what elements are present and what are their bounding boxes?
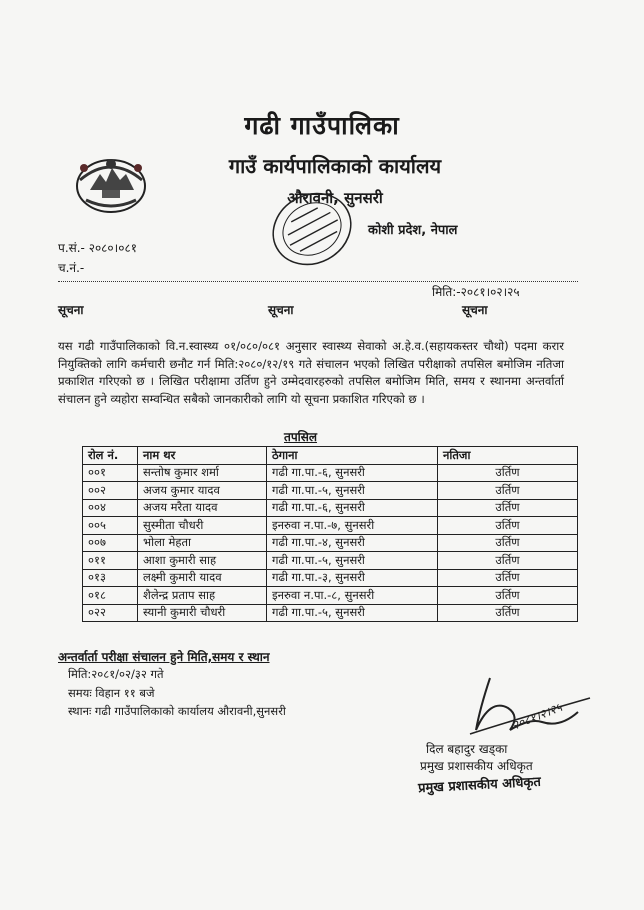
cell-name: आशा कुमारी साह [138,552,267,570]
cell-address: गढी गा.पा.-५, सुनसरी [267,552,438,570]
header-name: नाम थर [138,447,267,465]
cell-address: इनरुवा न.पा.-८, सुनसरी [267,587,438,605]
table-row [83,517,578,535]
interview-place: स्थानः गढी गाउँपालिकाको कार्यालय औरावनी,सुनसरी [68,704,286,718]
office-seal-stamp [263,183,361,275]
cell-roll: ००४ [83,499,138,517]
cell-result: उर्तिण [438,499,578,517]
cell-name: अजय कुमार यादव [138,482,267,500]
cell-address: गढी गा.पा.-४, सुनसरी [267,534,438,552]
province-label: कोशी प्रदेश, नेपाल [368,223,458,238]
table-caption: तपसिल [284,430,318,444]
cell-roll: ००२ [83,482,138,500]
cell-roll: ०११ [83,552,138,570]
notice-label-left: सूचना [58,303,84,317]
cell-roll: ००१ [83,464,138,482]
cell-result: उर्तिण [438,587,578,605]
cell-result: उर्तिण [438,482,578,500]
signatory-stamp: प्रमुख प्रशासकीय अधिकृत [417,774,542,797]
cell-name: अजय मरैता यादव [138,499,267,517]
header-result: नतिजा [438,447,578,465]
header-address: ठेगाना [267,447,438,465]
cell-roll: ०१३ [83,569,138,587]
results-table [82,446,578,622]
cell-address: इनरुवा न.पा.-७, सुनसरी [267,517,438,535]
signatory-name: दिल बहादुर खड्का [426,742,508,756]
cell-result: उर्तिण [438,464,578,482]
interview-heading: अन्तर्वार्ता परीक्षा संचालन हुने मिति,समय र स्थान [58,650,270,664]
office-title: गाउँ कार्यपालिकाको कार्यालय [228,154,442,178]
cell-address: गढी गा.पा.-५, सुनसरी [267,482,438,500]
dispatch-number: च.नं.- [58,261,85,275]
handwritten-signature [450,668,600,748]
municipality-title: गढी गाउँपालिका [244,111,400,140]
table-row [83,482,578,500]
table-row [83,552,578,570]
table-row [83,569,578,587]
header-divider [58,281,578,282]
cell-address: गढी गा.पा.-५, सुनसरी [267,604,438,622]
table-row [83,587,578,605]
notice-date: मिति:-२०८१।०२।२५ [432,285,520,299]
interview-date: मिति:२०८१/०२/३२ गते [68,667,164,681]
cell-roll: ०२२ [83,604,138,622]
cell-address: गढी गा.पा.-३, सुनसरी [267,569,438,587]
cell-result: उर्तिण [438,552,578,570]
office-address: औरावनी, सुनसरी [287,189,383,207]
table-row [83,534,578,552]
cell-result: उर्तिण [438,569,578,587]
table-header-row [83,447,578,465]
cell-name: स्यानी कुमारी चौधरी [138,604,267,622]
header-roll: रोल नं. [83,447,138,465]
svg-text:२०८१।२।२५: २०८१।२।२५ [509,700,565,733]
table-row [83,604,578,622]
table-row [83,464,578,482]
cell-name: शैलेन्द्र प्रताप साह [138,587,267,605]
table-row [83,499,578,517]
cell-roll: ००७ [83,534,138,552]
reference-number: प.सं.- २०८०।०८१ [58,241,137,255]
cell-result: उर्तिण [438,604,578,622]
cell-result: उर्तिण [438,517,578,535]
cell-address: गढी गा.पा.-६, सुनसरी [267,499,438,517]
cell-name: लक्ष्मी कुमारी यादव [138,569,267,587]
notice-body: यस गढी गाउँपालिकाको वि.न.स्वास्थ्य ०१/०८०/०८१ अनुसार स्वास्थ्य सेवाको अ.हे.व.(सहायकस्तर चौथो) पदमा करार नियुक्तिको लागि कर्मचारी छनौट गर्न मिति:२०८०/१२/१९ गते संचालन भएको लिखित परीक्षाको तपसिल बमोजिम नतिजा प्रकाशित गरिएको छ । लिखित परीक्षामा उर्तिण हुने उम्मेदवारहरुको तपसिल बमोजिम मिति, समय र स्थानमा अन्तर्वार्ता संचालन हुने व्यहोरा सम्वन्धित सबैको जानकारीको लागि यो सूचना प्रकाशित गरिएको छ । [58,339,564,406]
cell-name: सन्तोष कुमार शर्मा [138,464,267,482]
cell-name: सुस्मीता चौधरी [138,517,267,535]
interview-time: समयः विहान ११ बजे [68,686,155,700]
cell-result: उर्तिण [438,534,578,552]
cell-name: भोला मेहता [138,534,267,552]
signatory-title: प्रमुख प्रशासकीय अधिकृत [420,759,533,773]
cell-roll: ००५ [83,517,138,535]
cell-address: गढी गा.पा.-६, सुनसरी [267,464,438,482]
notice-label-center: सूचना [268,303,294,317]
cell-roll: ०१८ [83,587,138,605]
notice-label-right: सूचना [462,303,488,317]
